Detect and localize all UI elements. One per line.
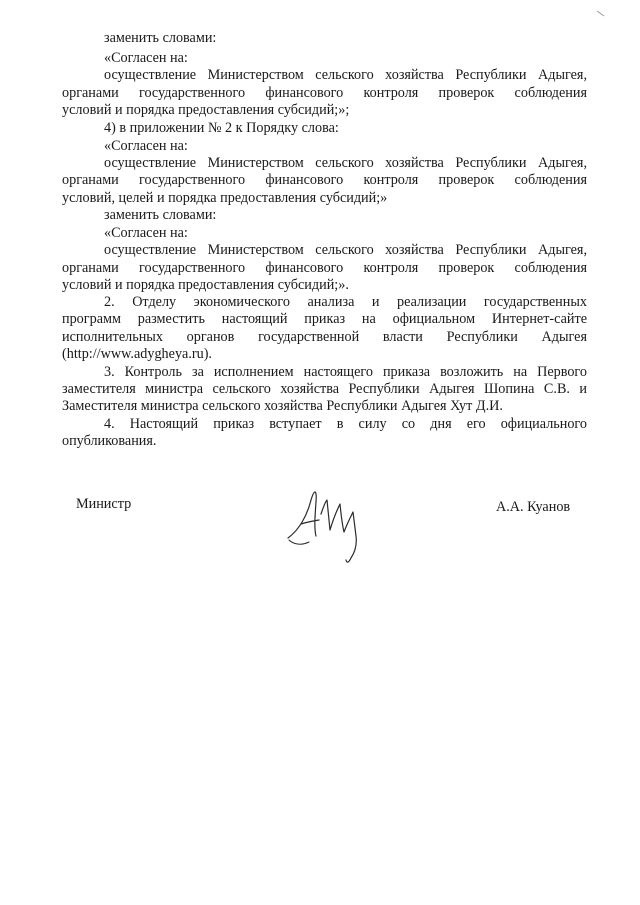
- signer-name: А.А. Куанов: [496, 499, 571, 515]
- text-line: программ разместить настоящий приказ на официальном Интернет-сайте: [62, 311, 587, 327]
- text-line: заменить словами:: [104, 30, 217, 46]
- text-line: осуществление Министерством сельского хозяйства Республики Адыгея,: [104, 155, 587, 171]
- text-line: Заместителя министра сельского хозяйства Республики Адыгея Хут Д.И.: [62, 398, 503, 414]
- text-line: заместителя министра сельского хозяйства Республики Адыгея Шопина С.В. и: [62, 381, 587, 397]
- text-line: 2. Отделу экономического анализа и реализации государственных: [104, 294, 587, 310]
- text-line: осуществление Министерством сельского хозяйства Республики Адыгея,: [104, 67, 587, 83]
- text-line: заменить словами:: [104, 207, 217, 223]
- signature-block: [0, 470, 640, 580]
- text-line: опубликования.: [62, 433, 157, 449]
- text-line: условий и порядка предоставления субсидий;».: [62, 277, 349, 293]
- text-line: органами государственного финансового контроля проверок соблюдения: [62, 172, 587, 188]
- link-text: (http://www.adygheya.ru).: [62, 346, 212, 362]
- text-line: условий и порядка предоставления субсидий;»;: [62, 102, 350, 118]
- text-line: осуществление Министерством сельского хозяйства Республики Адыгея,: [104, 242, 587, 258]
- signer-position: Министр: [76, 496, 132, 512]
- text-line: органами государственного финансового контроля проверок соблюдения: [62, 85, 587, 101]
- text-line: исполнительных органов государственной власти Республики Адыгея: [62, 329, 587, 345]
- text-line: органами государственного финансового контроля проверок соблюдения: [62, 260, 587, 276]
- text-line: «Согласен на:: [104, 225, 188, 241]
- text-line: 3. Контроль за исполнением настоящего приказа возложить на Первого: [104, 364, 587, 380]
- text-line: условий, целей и порядка предоставления субсидий;»: [62, 190, 388, 206]
- text-line: «Согласен на:: [104, 138, 188, 154]
- text-line: «Согласен на:: [104, 50, 188, 66]
- text-line: 4) в приложении № 2 к Порядку слова:: [104, 120, 339, 136]
- handwritten-signature: [283, 480, 379, 570]
- text-line: 4. Настоящий приказ вступает в силу со дня его официального: [104, 416, 587, 432]
